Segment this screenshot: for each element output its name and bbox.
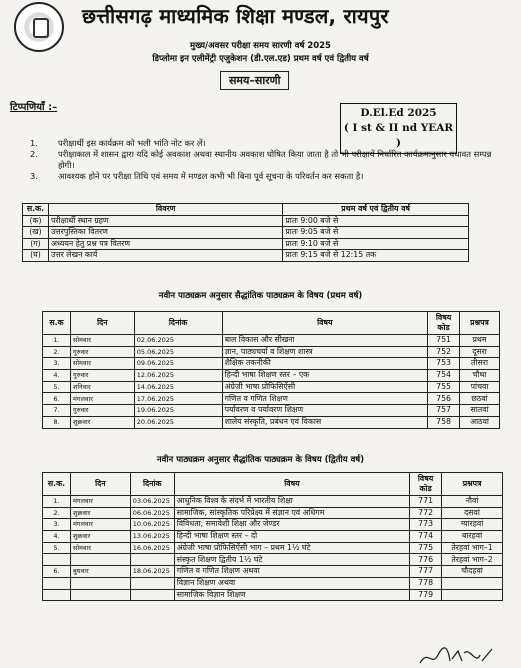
cell-code: 773 [410,519,442,531]
cell-day: सोमवार [70,542,130,554]
note-number: 1. [30,138,38,148]
table-row [43,416,500,428]
cell-code: 751 [428,335,460,347]
note-text: परीक्षार्थी इस कार्यक्रम को भली भांति नोट कर लें। [58,138,206,148]
cell-subject: ज्ञान, पाठ्यचर्या व शिक्षण शास्त्र [222,346,428,358]
cell-description: परीक्षार्थी स्थान ग्रहण [48,215,282,227]
cell-subject: हिन्दी भाषा शिक्षण स्तर – एक [222,370,428,382]
cell-sn: 5. [43,542,71,554]
second-year-heading: नवीन पाठ्यक्रम अनुसार सैद्धांतिक पाठ्यक्रम के विषय (द्वितीय वर्ष) [156,455,365,465]
cell-paper: पांचवा [460,381,500,393]
cell-sn: 7. [43,405,71,417]
cell-paper: ग्यारहवां [442,519,503,531]
timetable-heading: समय–सारणी [220,71,289,90]
cell-time: प्रातः 9:05 बजे से [283,227,469,239]
table-row [23,250,469,262]
cell-code: 755 [428,381,460,393]
table-header-row [23,204,469,216]
cell-sn [43,589,71,601]
cell-paper: तेरहवां भाग–1 [442,542,503,554]
cell-day [70,589,130,601]
cell-subject: सामाजिक, सांस्कृतिक परिप्रेक्ष्य में संज्ञान एवं अधिगम [174,507,409,519]
cell-date: 16.06.2025 [130,542,174,554]
cell-subject: हिन्दी भाषा शिक्षण स्तर – दो [174,531,409,543]
cell-date [130,589,174,601]
note-text: आवश्यक होने पर परीक्षा तिथि एवं समय में मण्डल कभी भी बिना पूर्व सूचना के परिवर्तन कर सकता है। [58,171,364,181]
cell-description: अध्ययन हेतु प्रश्न पत्र वितरण [48,238,282,250]
cell-day: सोमवार [70,358,134,370]
col-header-subject: विषय [174,473,409,496]
cell-code: 753 [428,358,460,370]
cell-sn: (घ) [23,250,49,262]
cell-subject: गणित व गणित शिक्षण [222,393,428,405]
col-header-subject: विषय [222,312,428,335]
col-header-paper: प्रश्नपत्र [460,312,500,335]
cell-date: 19.06.2025 [134,405,222,417]
cell-code: 778 [410,577,442,589]
table-row [43,496,503,508]
cell-subject: अंग्रेजी भाषा प्रोफिसिऐंसी [222,381,428,393]
cell-day: गुरुवार [70,346,134,358]
cell-date: 03.06.2025 [130,496,174,508]
table-row [43,393,500,405]
cell-subject: शालेय संस्कृति, प्रबंधन एवं विकास [222,416,428,428]
cell-code: 779 [410,589,442,601]
cell-sn: 2. [43,507,71,519]
cell-subject: आधुनिक विश्व के संदर्भ में भारतीय शिक्षा [174,496,409,508]
cell-day [70,577,130,589]
cell-sn: 6. [43,393,71,405]
col-header-sn: स.क. [23,204,49,216]
cell-date: 17.06.2025 [134,393,222,405]
cell-paper: छठवां [460,393,500,405]
second-year-table [42,472,503,601]
table-row [43,381,500,393]
table-row [43,566,503,578]
cell-date: 18.06.2025 [130,566,174,578]
table-row [43,335,500,347]
cell-paper: तेरहवां भाग–2 [442,554,503,566]
signature-icon [418,645,498,667]
cell-date: 10.06.2025 [130,519,174,531]
notes-heading: टिप्पणियाँ :– [10,102,58,113]
cell-paper: प्रथम [460,335,500,347]
table-row [23,227,469,239]
table-row [43,554,503,566]
table-header-row [43,312,500,335]
cell-sn [43,577,71,589]
table-row [43,405,500,417]
cell-date: 02.06.2025 [134,335,222,347]
cell-code: 752 [428,346,460,358]
cell-code: 772 [410,507,442,519]
cell-paper: चौदहवां [442,566,503,578]
cell-paper: तीसरा [460,358,500,370]
col-header-date: दिनांक [134,312,222,335]
note-item [30,171,508,182]
cell-paper: दूसरा [460,346,500,358]
cell-date: 09.06.2025 [134,358,222,370]
col-header-code: विषय कोड [428,312,460,335]
table-row [43,358,500,370]
cell-day: मंगलवार [70,393,134,405]
cell-day: शुक्रवार [70,507,130,519]
cell-code: 754 [428,370,460,382]
table-row [43,589,503,601]
cell-subject: गणित व गणित शिक्षण अथवा [174,566,409,578]
deled-title: D.El.Ed 2025 [360,107,437,119]
cell-date [130,577,174,589]
cell-code: 776 [410,554,442,566]
cell-date: 20.06.2025 [134,416,222,428]
note-number: 2. [30,149,38,159]
table-row [43,577,503,589]
table-row [43,542,503,554]
cell-code: 771 [410,496,442,508]
cell-date: 13.06.2025 [130,531,174,543]
table-row [43,519,503,531]
course-subtitle: डिप्लोमा इन एलीमेंट्री एजुकेशन (डी.एल.एड) प्रथम वर्ष एवं द्वितीय वर्ष [152,54,369,64]
table-row [23,215,469,227]
cell-sn: 1. [43,496,71,508]
cell-day: शुक्रवार [70,531,130,543]
cell-time: प्रातः 9:15 बजे से 12:15 तक [283,250,469,262]
cell-day [70,554,130,566]
exam-subtitle: मुख्य/अवसर परीक्षा समय सारणी वर्ष 2025 [190,41,331,51]
cell-day: सोमवार [70,335,134,347]
cell-description: उत्तर लेखन कार्य [48,250,282,262]
note-text: परीक्षाकाल में शासन द्वारा यदि कोई अवकाश अथवा स्थानीय अवकाश घोषित किया जाता है तो भी परीक्षायें निर्धारित कार्यक्रमानुसार यथावत सम्पन्न होगी। [58,149,492,170]
col-header-day: दिन [70,312,134,335]
cell-sn: 6. [43,566,71,578]
cell-code: 777 [410,566,442,578]
cell-code: 774 [410,531,442,543]
cell-day: बुधवार [70,566,130,578]
cell-date: 05.06.2025 [134,346,222,358]
cell-code: 775 [410,542,442,554]
cell-day: शुक्रवार [70,416,134,428]
cell-sn: 8. [43,416,71,428]
cell-time: प्रातः 9:10 बजे से [283,238,469,250]
cell-day: गुरुवार [70,370,134,382]
cell-subject: पर्यावरण व पर्यावरण शिक्षण [222,405,428,417]
cell-day: शनिवार [70,381,134,393]
cell-paper: बारहवां [442,531,503,543]
first-year-table [42,311,500,429]
cell-paper: नौवां [442,496,503,508]
cell-code: 758 [428,416,460,428]
cell-sn: (ग) [23,238,49,250]
cell-description: उत्तरपुस्तिका वितरण [48,227,282,239]
cell-code: 757 [428,405,460,417]
deled-years: ( I st & II nd YEAR ) [343,122,454,149]
cell-sn: 4. [43,531,71,543]
col-header-sn: स.क [43,312,71,335]
cell-paper [442,589,503,601]
table-row [23,238,469,250]
cell-sn: 3. [43,358,71,370]
cell-paper [442,577,503,589]
cell-subject: बाल विकास और सीखना [222,335,428,347]
cell-sn: 4. [43,370,71,382]
table-row [43,370,500,382]
notes-list [30,138,508,182]
cell-subject: विविधता, समावेशी शिक्षा और जेण्डर [174,519,409,531]
table-row [43,507,503,519]
col-header-day: दिन [70,473,130,496]
col-header-time: प्रथम वर्ष एवं द्वितीय वर्ष [283,204,469,216]
note-item [30,149,508,171]
reporting-time-table [22,203,469,262]
table-row [43,346,500,358]
note-number: 3. [30,171,38,181]
cell-subject: सामाजिक विज्ञान शिक्षण [174,589,409,601]
cell-paper: सातवां [460,405,500,417]
cell-day: मंगलवार [70,496,130,508]
cell-sn: 5. [43,381,71,393]
col-header-date: दिनांक [130,473,174,496]
cell-day: गुरुवार [70,405,134,417]
cell-paper: दसवां [442,507,503,519]
cell-day: मंगलवार [70,519,130,531]
cell-sn: (ख) [23,227,49,239]
cell-time: प्रातः 9:00 बजे से [283,215,469,227]
cell-code: 756 [428,393,460,405]
cell-subject: विज्ञान शिक्षण अथवा [174,577,409,589]
first-year-heading: नवीन पाठ्यक्रम अनुसार सैद्धांतिक पाठ्यक्रम के विषय (प्रथम वर्ष) [158,291,363,301]
cell-sn [43,554,71,566]
cell-sn: 3. [43,519,71,531]
cell-paper: चौथा [460,370,500,382]
cell-date [130,554,174,566]
cell-sn: 2. [43,346,71,358]
table-row [43,531,503,543]
cell-date: 12.06.2025 [134,370,222,382]
cell-sn: 1. [43,335,71,347]
cell-sn: (क) [23,215,49,227]
cell-paper: आठवां [460,416,500,428]
board-title: छत्तीसगढ़ माध्यमिक शिक्षा मण्डल, रायपुर [82,4,389,28]
col-header-sn: स.क. [43,473,71,496]
col-header-description: विवरण [48,204,282,216]
table-header-row [43,473,503,496]
note-item [30,138,508,149]
col-header-paper: प्रश्नपत्र [442,473,503,496]
cell-subject: संस्कृत शिक्षण द्वितीय 1½ घंटे [174,554,409,566]
col-header-code: विषय कोड [410,473,442,496]
cell-date: 06.06.2025 [130,507,174,519]
cell-date: 14.06.2025 [134,381,222,393]
cell-subject: शैक्षिक तकनीकी [222,358,428,370]
cell-subject: अंग्रेजी भाषा प्रोफिसिऐंसी भाग – प्रथम 1½ घंटे [174,542,409,554]
